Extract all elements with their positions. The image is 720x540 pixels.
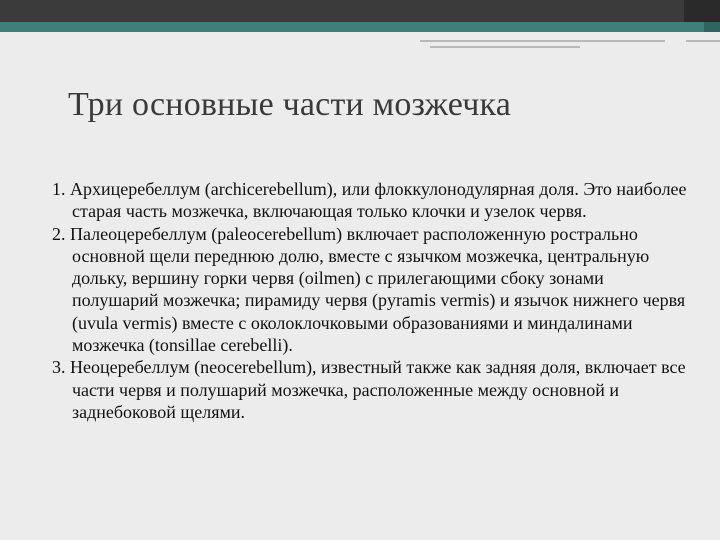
top-dark-band-corner [684,0,720,22]
top-accent-band-corner [704,22,720,32]
list-item: 3. Неоцеребеллум (neocerebellum), известный также как задняя доля, включает все части червя и полушарий мозжечка, расположенные между основной и заднебоковой щелями. [52,357,686,422]
list-item: 2. Палеоцеребеллум (paleocerebellum) включает расположенную рострально основной щели переднюю долю, вместе с язычком мозжечка, центральную дольку, вершину горки червя (oilmen) с прилегающими сбоку зонами полушарий мозжечка; пирамиду червя (pyramis vermis) и язычок нижнего червя (uvula vermis) вместе с околоклочковыми образованиями и миндалинами мозжечка (tonsillae cerebelli). [52,223,686,356]
content-list [52,178,692,423]
decorative-rule [686,40,720,42]
decorative-rule [420,40,665,42]
list-item: 1. Архицеребеллум (archicerebellum), или флоккулонодулярная доля. Это наиболее старая часть мозжечка, включающая только клочки и узелок червя. [52,179,687,222]
top-dark-band [0,0,720,22]
top-accent-band [0,22,720,32]
decorative-rule [430,46,580,48]
slide-title: Три основные части мозжечка [68,86,512,123]
